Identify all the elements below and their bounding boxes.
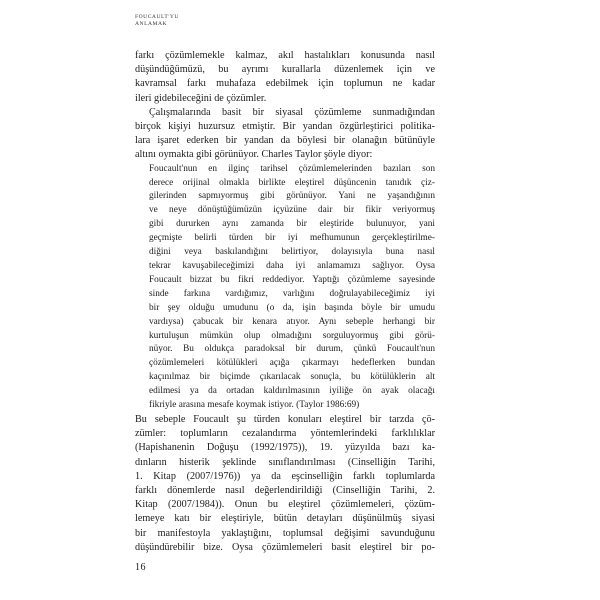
quote-line: bir şey olduğu umudunu (o da, işin başında böyle bir umudu — [149, 302, 435, 313]
text-line: kavramsal farkı muhafaza edebilmek için toplumun ne kadar — [135, 78, 435, 90]
running-head-line-1: FOUCAULT'YU — [135, 14, 179, 20]
text-line: Bu sebeple Foucault şu türden konuları eleştirel bir tarzda çö- — [135, 413, 435, 425]
quote-line: gilerinden sapmıyormuş gibi görünüyor. Yani ne yaşandığının — [149, 191, 435, 202]
text-line: 1. Kitap (2007/1976)) ya da eşcinselliğin farklı toplumlarda — [135, 470, 435, 482]
text-line: altını oymakta gibi görünüyor. Charles Taylor şöyle diyor: — [135, 149, 373, 161]
quote-line: tekrar kavuşabileceğimizi daha iyi anlamamızı sağlıyor. Oysa — [149, 260, 435, 271]
quote-line: kurtuluşun mümkün olup olmadığını sorguluyormuş gibi görü- — [149, 330, 435, 341]
text-line: Çalışmalarında basit bir siyasal çözümleme sunmadığından — [149, 106, 435, 118]
running-head — [135, 14, 179, 28]
text-line: düşündüğümüzü, bu ayrımı kurallarla düzenlemek için ve — [135, 64, 435, 76]
quote-line: nüyor. Bu oldukça paradoksal bir durum, çünkü Foucault'nun — [149, 344, 435, 355]
text-line: dınların histerik şeklinde sınıflandırılması (Cinselliğin Tarihi, — [135, 456, 435, 468]
block-quote — [149, 163, 435, 413]
text-line: farkı çözümlemekle kalmaz, akıl hastalıkları konusunda nasıl — [135, 50, 435, 61]
text-line: farklı dönemlerde nasıl değerlendirildiği (Cinselliğin Tarihi, 2. — [135, 484, 435, 496]
text-line: lara işaret ederken bir yandan da böylesi bir olanağın bütünüyle — [135, 135, 435, 147]
paragraph-2 — [135, 106, 435, 163]
quote-line: kaçınılmaz bir biçimde çıkarılacak sonuçla, bu kötülüklerin alt — [149, 372, 435, 383]
quote-line: sinde farkına vardığımız, varlığını doğrulayabileceğimiz iyi — [149, 288, 435, 299]
text-line: bir manifestoyla yaklaştığını, toplumsal değişimi savunduğunu — [135, 527, 435, 539]
quote-line: vardıysa) çabucak bir kenara atıyor. Aynı sebeple herhangi bir — [149, 316, 435, 327]
quote-line: edilmesi ya da ortadan kaldırılmasının iyiliğe ön ayak olacağı — [149, 386, 435, 397]
quote-line: derece orijinal olmakla birlikte eleştirel düşüncenin tanıdık çiz- — [149, 177, 435, 188]
text-line: düşündürebilir bize. Oysa çözümlemeleri basit eleştirel bir po- — [135, 541, 435, 553]
text-line: Kitap (2007/1984)). Onun bu eleştirel çözümlemeleri, çözüm- — [135, 499, 435, 511]
quote-line: geçmişte belirli türden bir iyi mefhumunun gerçekleştirilme- — [149, 233, 435, 244]
quote-line: diğini veya baskılandığını belirtiyor, dolayısıyla buna nasıl — [149, 247, 435, 258]
quote-line: gibi dururken aynı zamanda bir eleştiride bulunuyor, yani — [149, 219, 435, 230]
quote-line: ve neye dönüştüğümüzün içyüzüne dair bir fikir veriyormuş — [149, 205, 435, 216]
page-body — [135, 49, 435, 555]
text-line: lemeye katı bir eleştiriyle, bütün detayları düşünülmüş siyasi — [135, 513, 435, 525]
running-head-line-2: ANLAMAK — [135, 21, 168, 27]
text-line: zümler: toplumların cezalandırma yöntemlerindeki farklılıklar — [135, 428, 435, 440]
text-line: ileri gidebileceğini de çözümler. — [135, 92, 267, 104]
paragraph-3 — [135, 413, 435, 555]
quote-line: Foucault bizzat bu fikri reddediyor. Yaptığı çözümleme sayesinde — [149, 274, 435, 285]
text-line: (Hapishanenin Doğuşu (1992/1975)), 19. yüzyılda bazı ka- — [135, 442, 435, 454]
paragraph-1 — [135, 49, 435, 106]
quote-line: Foucault'nun en ilginç tarihsel çözümlemelerinden bazıları son — [149, 163, 435, 174]
quote-line: çözümlemeleri kötülükleri açığa çıkarmayı hedeflerken bundan — [149, 358, 435, 369]
page-number: 16 — [135, 562, 146, 573]
quote-line: fikriyle arasına mesafe koymak istiyor. (Taylor 1986:69) — [149, 400, 360, 411]
text-line: birçok kişiyi huzursuz etmiştir. Bir yandan özgürleştirici politika- — [135, 121, 435, 133]
